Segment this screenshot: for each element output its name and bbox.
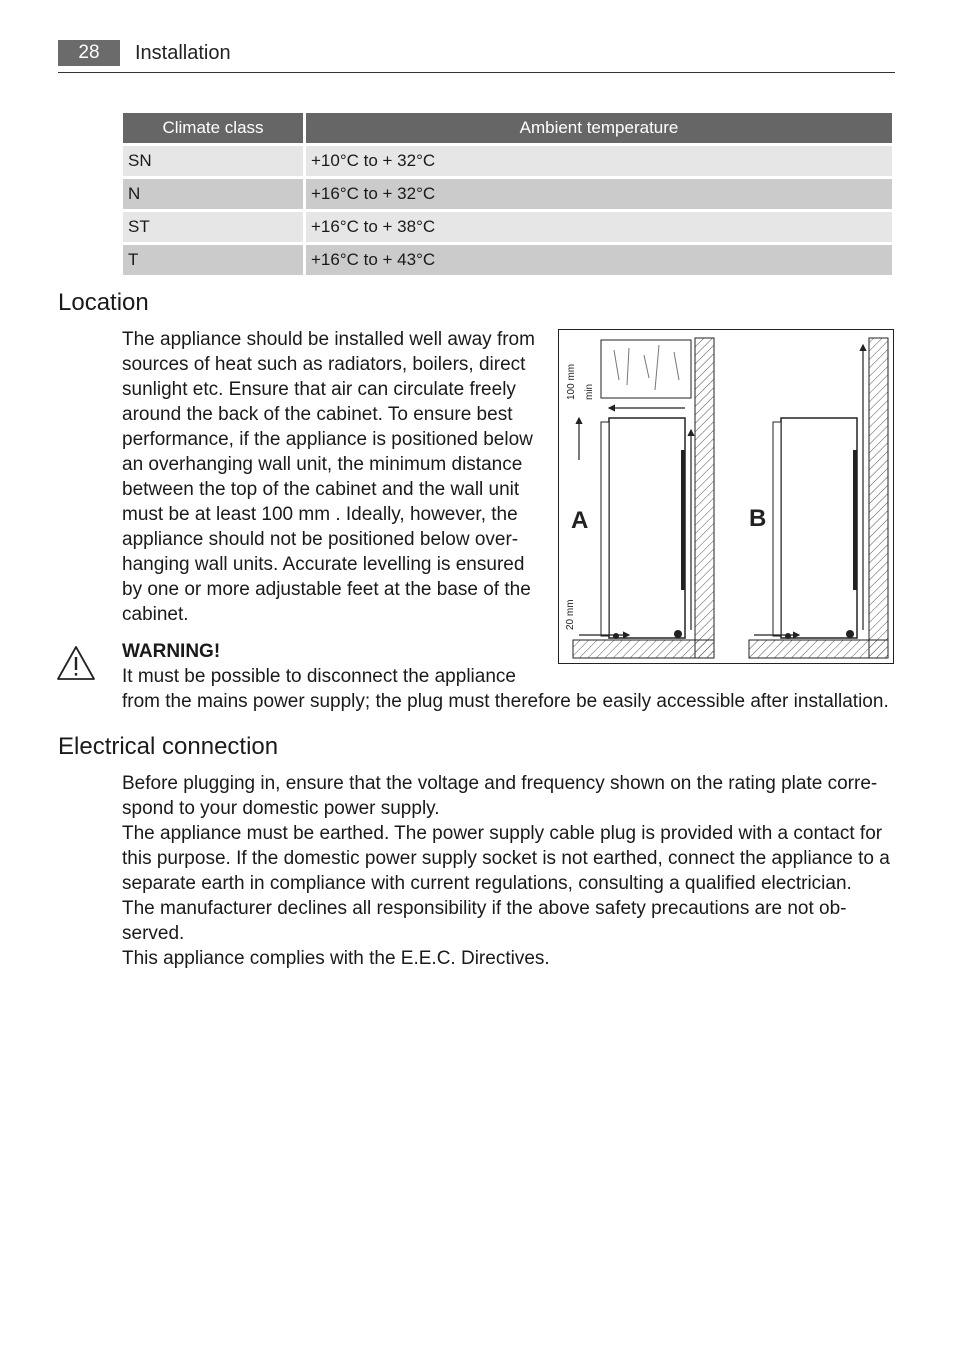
appliance-b bbox=[781, 418, 857, 638]
dim-20mm: 20 mm bbox=[565, 599, 576, 630]
dim-100mm: 100 mm bbox=[566, 363, 577, 400]
text-line: by one or more adjustable feet at the base of the bbox=[122, 579, 531, 600]
installation-diagram bbox=[558, 329, 894, 664]
warning-icon bbox=[56, 645, 96, 681]
climate-class-cell: ST bbox=[123, 212, 303, 242]
appliance-b-door bbox=[773, 422, 781, 636]
text-line: served. bbox=[122, 923, 185, 944]
table-row bbox=[123, 212, 892, 242]
temperature-cell: +16°C to + 38°C bbox=[306, 212, 892, 242]
text-line: spond to your domestic power supply. bbox=[122, 798, 440, 819]
climate-class-cell: T bbox=[123, 245, 303, 275]
condenser-b bbox=[853, 450, 857, 590]
floor-a bbox=[573, 640, 714, 658]
warning-title: WARNING! bbox=[122, 641, 221, 662]
text-line: an overhanging wall unit, the minimum distance bbox=[122, 454, 523, 475]
location-body bbox=[122, 327, 535, 627]
text-line: around the back of the cabinet. To ensure best bbox=[122, 404, 513, 425]
temperature-cell: +16°C to + 32°C bbox=[306, 179, 892, 209]
page-number: 28 bbox=[58, 40, 120, 66]
airflow-diagram-svg bbox=[559, 330, 893, 663]
climate-class-cell: N bbox=[123, 179, 303, 209]
appliance-a-door bbox=[601, 422, 609, 636]
wall-a bbox=[695, 338, 714, 658]
text-line: performance, if the appliance is positioned below bbox=[122, 429, 533, 450]
column-header-climate-class: Climate class bbox=[123, 113, 303, 143]
text-line: The appliance should be installed well away from bbox=[122, 329, 535, 350]
text-line: must be at least 100 mm . Ideally, however, the bbox=[122, 504, 518, 525]
temperature-cell: +10°C to + 32°C bbox=[306, 146, 892, 176]
text-line: sunlight etc. Ensure that air can circulate freely bbox=[122, 379, 516, 400]
location-heading: Location bbox=[58, 289, 149, 316]
column-header-ambient-temperature: Ambient temperature bbox=[306, 113, 892, 143]
dim-min: min bbox=[584, 383, 595, 400]
text-line: separate earth in compliance with current regulations, consulting a qualified electrician. bbox=[122, 873, 852, 894]
text-line: appliance should not be positioned below over- bbox=[122, 529, 519, 550]
label-b: B bbox=[749, 505, 767, 532]
text-line: between the top of the cabinet and the wall unit bbox=[122, 479, 520, 500]
table-row bbox=[123, 146, 892, 176]
label-a: A bbox=[571, 507, 589, 534]
table-row bbox=[123, 179, 892, 209]
wall-b bbox=[869, 338, 888, 658]
text-line: hanging wall units. Accurate levelling is ensured bbox=[122, 554, 525, 575]
foot-b-front bbox=[785, 633, 791, 639]
text-line: this purpose. If the domestic power supply socket is not earthed, connect the appliance to a bbox=[122, 848, 890, 869]
electrical-body bbox=[122, 771, 890, 971]
text-line: cabinet. bbox=[122, 604, 189, 625]
text-line: This appliance complies with the E.E.C. Directives. bbox=[122, 948, 550, 969]
page-header bbox=[58, 40, 895, 73]
climate-class-cell: SN bbox=[123, 146, 303, 176]
appliance-a bbox=[609, 418, 685, 638]
climate-class-table bbox=[120, 110, 895, 278]
table-header-row bbox=[123, 113, 892, 143]
condenser-a bbox=[681, 450, 685, 590]
electrical-connection-heading: Electrical connection bbox=[58, 733, 279, 760]
table-row bbox=[123, 245, 892, 275]
text-line: The manufacturer declines all responsibility if the above safety precautions are not ob- bbox=[122, 898, 847, 919]
text-line: The appliance must be earthed. The power supply cable plug is provided with a contact for bbox=[122, 823, 883, 844]
warning-text: It must be possible to disconnect the appliance bbox=[122, 666, 516, 687]
warning-text: from the mains power supply; the plug must therefore be easily accessible after installation. bbox=[122, 691, 889, 712]
foot-a-front bbox=[613, 633, 619, 639]
text-line: Before plugging in, ensure that the voltage and frequency shown on the rating plate corre- bbox=[122, 773, 878, 794]
foot-b-rear bbox=[846, 630, 854, 638]
text-line: sources of heat such as radiators, boilers, direct bbox=[122, 354, 526, 375]
section-title: Installation bbox=[135, 42, 231, 64]
temperature-cell: +16°C to + 43°C bbox=[306, 245, 892, 275]
foot-a-rear bbox=[674, 630, 682, 638]
floor-b bbox=[749, 640, 888, 658]
